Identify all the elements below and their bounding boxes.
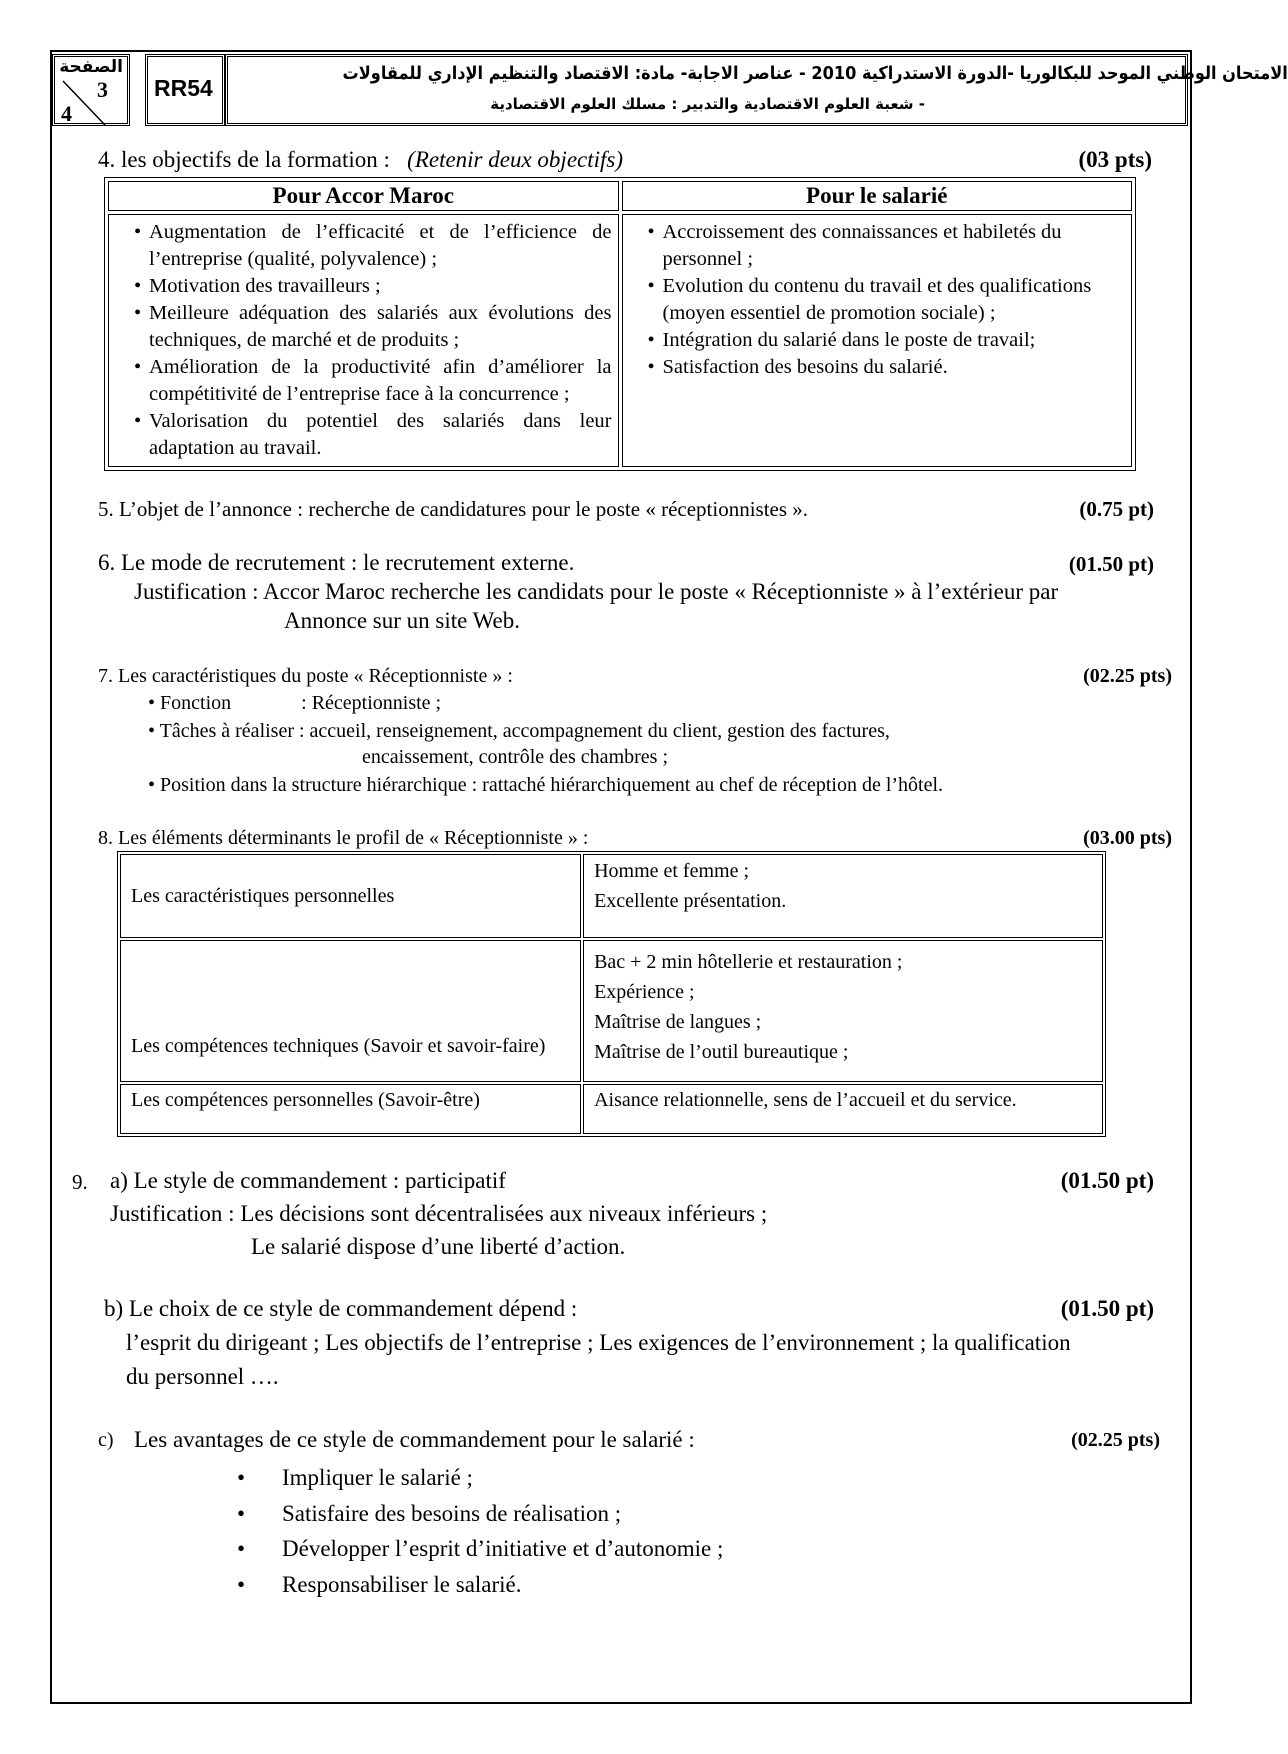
q7-taches-2: encaissement, contrôle des chambres ; [362, 746, 668, 768]
code-box [145, 54, 225, 126]
q7-position: • Position dans la structure hiérarchique : rattaché hiérarchiquement au chef de réception de l’hôtel. [148, 774, 944, 796]
q9a-justification-2: Le salarié dispose d’une liberté d’action. [251, 1234, 626, 1259]
q9c-points: (02.25 pts) [1071, 1429, 1160, 1451]
list-item: • Valorisation du potentiel des salariés dans leur adaptation au travail. [149, 408, 612, 462]
header-line1-wrap [234, 63, 1288, 84]
q6-justification-2: Annonce sur un site Web. [284, 608, 520, 633]
q9b-line1: l’esprit du dirigeant ; Les objectifs de l’entreprise ; Les exigences de l’environnement ; la qualification [126, 1330, 1071, 1355]
q5-text: 5. L’objet de l’annonce : recherche de candidatures pour le poste « réceptionnistes ». [98, 497, 809, 521]
col-header-accor: Pour Accor Maroc [108, 181, 619, 211]
page-label: الصفحة [59, 57, 123, 77]
q9b-points: (01.50 pt) [1060, 1296, 1154, 1321]
q9b-text: b) Le choix de ce style de commandement dépend : [104, 1296, 578, 1321]
q9a-justification-1: Justification : Les décisions sont décentralisées aux niveaux inférieurs ; [110, 1201, 768, 1226]
profile-label: Les compétences techniques (Savoir et savoir-faire) [120, 940, 581, 1082]
page-total: 4 [61, 101, 72, 126]
profile-value: Homme et femme ; Excellente présentation. [583, 854, 1103, 938]
q9a-text: a) Le style de commandement : participatif [110, 1168, 506, 1193]
profile-label: Les compétences personnelles (Savoir-être) [120, 1084, 581, 1134]
q6-points: (01.50 pt) [1068, 552, 1154, 576]
q7-taches: • Tâches à réaliser : accueil, renseignement, accompagnement du client, gestion des factures, [148, 720, 890, 742]
q8-points: (03.00 pts) [1083, 827, 1172, 849]
list-item: • Motivation des travailleurs ; [149, 273, 612, 300]
header-title-box [225, 54, 1288, 126]
q5-points: (0.75 pt) [1079, 497, 1154, 521]
q8-table [117, 851, 1106, 1137]
page-number-box [52, 54, 130, 126]
list-item: • Evolution du contenu du travail et des qualifications (moyen essentiel de promotion sociale) ; [663, 273, 1126, 327]
q9c-list [282, 1460, 723, 1602]
list-item: • Meilleure adéquation des salariés aux évolutions des techniques, de marché et de produits ; [149, 300, 612, 354]
list-item: • Amélioration de la productivité afin d’améliorer la compétitivité de l’entreprise face à la concurrence ; [149, 354, 612, 408]
list-item: • Accroissement des connaissances et habiletés du personnel ; [663, 219, 1126, 273]
q9a-points: (01.50 pt) [1060, 1168, 1154, 1193]
list-item: • Satisfaire des besoins de réalisation ; [282, 1496, 723, 1532]
list-item: • Développer l’esprit d’initiative et d’autonomie ; [282, 1531, 723, 1567]
list-item: • Responsabiliser le salarié. [282, 1567, 723, 1603]
profile-label: Les caractéristiques personnelles [120, 854, 581, 938]
header-line2: - شعبة العلوم الاقتصادية والتدبير : مسلك العلوم الاقتصادية [490, 95, 925, 113]
q4-points: (03 pts) [1078, 147, 1152, 172]
page-current: 3 [97, 77, 108, 102]
q6-justification-1: Justification : Accor Maroc recherche les candidats pour le poste « Réceptionniste » à l’extérieur par [134, 579, 1059, 604]
profile-value: Bac + 2 min hôtellerie et restauration ; Expérience ; Maîtrise de langues ; Maîtrise de l’outil bureautique ; [583, 940, 1103, 1082]
list-item: • Satisfaction des besoins du salarié. [663, 354, 1126, 381]
list-item: • Intégration du salarié dans le poste de travail; [663, 327, 1126, 354]
profile-value: Aisance relationnelle, sens de l’accueil et du service. [583, 1084, 1103, 1134]
q9c-text: Les avantages de ce style de commandement pour le salarié : [134, 1427, 695, 1452]
q9c-label: c) [98, 1429, 114, 1451]
q7-text: 7. Les caractéristiques du poste « Réceptionniste » : [98, 665, 513, 687]
q4-title: 4. les objectifs de la formation : (Retenir deux objectifs) [98, 147, 624, 172]
q8-text: 8. Les éléments déterminants le profil de « Réceptionniste » : [98, 827, 589, 849]
col-header-salarie: Pour le salarié [622, 181, 1133, 211]
q6-text: 6. Le mode de recrutement : le recrutement externe. [98, 550, 575, 575]
header-line2-wrap [245, 95, 925, 114]
exam-code: RR54 [154, 75, 213, 101]
q7-points: (02.25 pts) [1083, 665, 1172, 687]
list-item: • Impliquer le salarié ; [282, 1460, 723, 1496]
q9-number: 9. [72, 1170, 88, 1194]
list-item: • Augmentation de l’efficacité et de l’efficience de l’entreprise (qualité, polyvalence) ; [149, 219, 612, 273]
q9b-line2: du personnel …. [126, 1364, 279, 1389]
header-line1: الامتحان الوطني الموحد للبكالوريا -الدورة الاستدراكية 2010 - عناصر الاجابة- مادة: الاقتصاد والتنظيم الإداري للمقاولات [342, 63, 1288, 84]
q4-table [104, 177, 1136, 471]
q7-fonction: • Fonction : Réceptionniste ; [148, 692, 442, 714]
